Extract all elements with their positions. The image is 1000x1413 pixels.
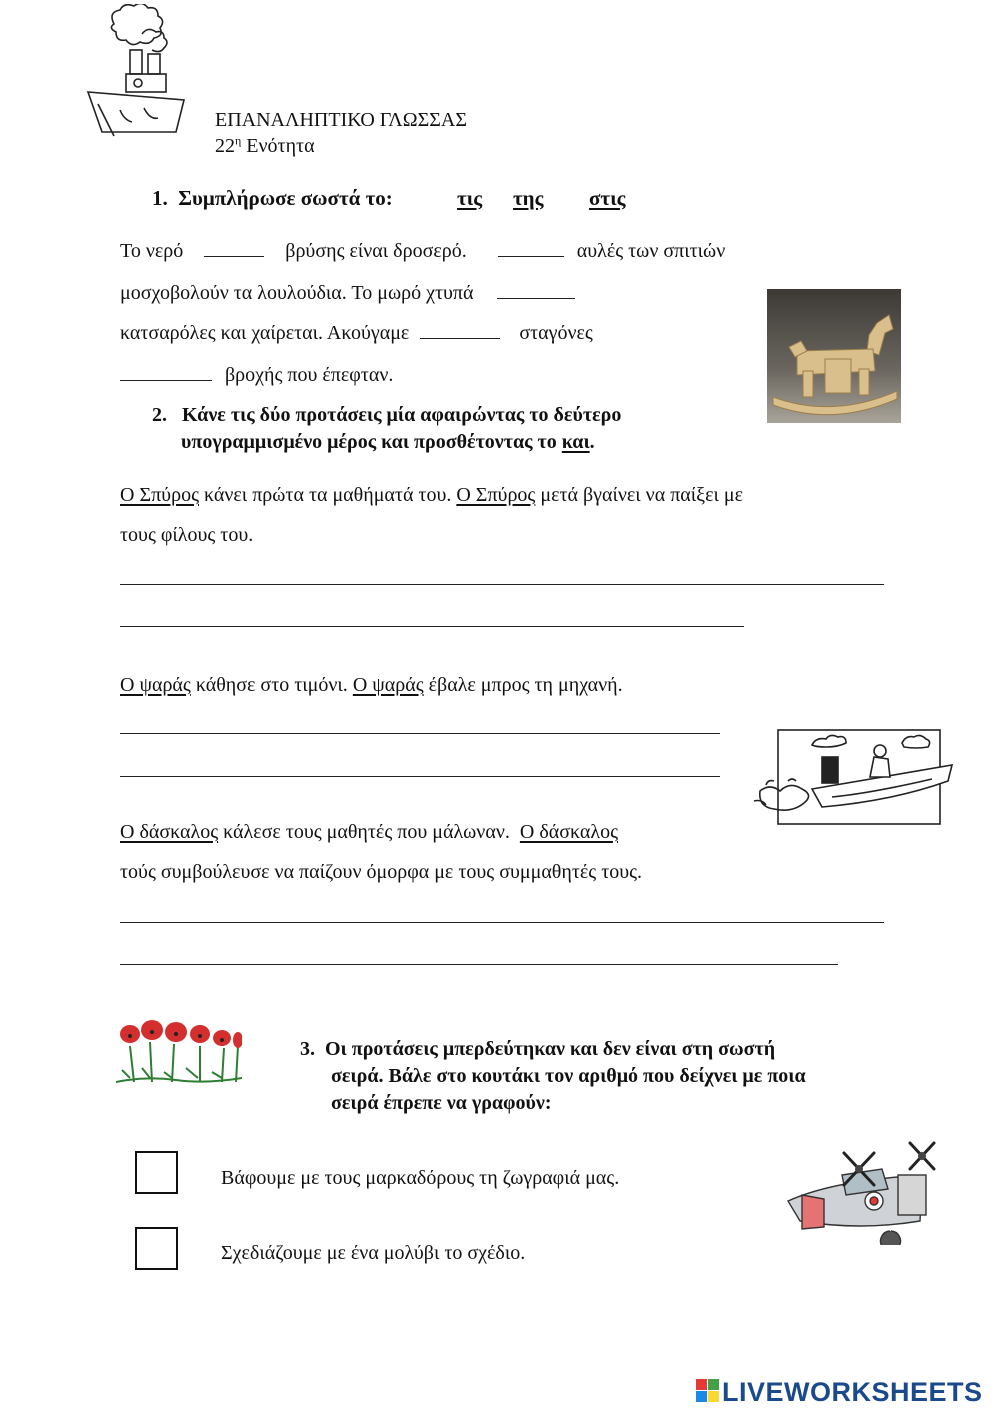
airplane-illustration — [782, 1135, 938, 1245]
worksheet-title: ΕΠΑΝΑΛΗΠΤΙΚΟ ΓΛΩΣΣΑΣ — [215, 109, 467, 131]
sentence1-text1: κάνει πρώτα τα μαθήματά του. — [198, 484, 457, 506]
exercise1-line3-part1: κατσαρόλες και χαίρεται. Ακούγαμε — [120, 322, 410, 344]
sentence1-text2: μετά βγαίνει να παίξει με — [535, 484, 743, 506]
exercise2-sentence3 — [120, 820, 618, 844]
exercise1-line3 — [120, 320, 593, 345]
answer-line-2a[interactable] — [120, 733, 720, 734]
logo-block-green — [708, 1379, 719, 1390]
speedboat-illustration — [752, 727, 964, 827]
logo-block-yellow — [708, 1391, 719, 1402]
exercise2-instruction-line1: Κάνε τις δύο προτάσεις μία αφαιρώντας το δεύτερο — [182, 404, 622, 426]
unit-label: Ενότητα — [246, 135, 315, 157]
sentence2-text2: έβαλε μπρος τη μηχανή. — [423, 674, 623, 696]
exercise3-heading-line1 — [300, 1037, 775, 1061]
answer-line-1a[interactable] — [120, 584, 884, 585]
exercise1-heading — [152, 186, 393, 210]
sentence3-text3: τούς συμβούλευσε να παίζουν όμορφα με τους συμμαθητές τους. — [120, 861, 643, 883]
logo-block-red — [696, 1379, 707, 1390]
order-box-1[interactable] — [135, 1151, 178, 1194]
option-tis-genitive: της — [513, 186, 544, 210]
liveworksheets-logo — [696, 1377, 983, 1408]
unit-label-row — [215, 134, 315, 158]
exercise2-instruction-line2: υπογραμμισμένο μέρος και προσθέτοντας το — [181, 431, 557, 453]
unit-number: 22 — [215, 135, 235, 157]
exercise1-line1 — [120, 238, 725, 263]
sentence1-text3: τους φίλους του. — [120, 524, 254, 546]
exercise2-heading-line1 — [152, 403, 621, 427]
sentence3-text1: κάλεσε τους μαθητές που μάλωναν. — [218, 821, 520, 843]
order-item-2: Σχεδιάζουμε με ένα μολύβι το σχέδιο. — [221, 1242, 526, 1264]
exercise1-line1-part1: Το νερό — [120, 240, 184, 262]
exercise2-sentence2 — [120, 673, 623, 697]
option-tis: τις — [457, 186, 483, 210]
sentence2-subject1: Ο ψαράς — [120, 674, 191, 696]
exercise1-line3-part2: σταγόνες — [519, 322, 593, 344]
exercise3-instruction-line1: Οι προτάσεις μπερδεύτηκαν και δεν είναι στη σωστή — [325, 1038, 776, 1060]
exercise2-sentence1 — [120, 483, 743, 507]
blank-input-4[interactable] — [420, 320, 500, 339]
option-stis: στις — [589, 186, 626, 210]
exercise1-line2-part1: μοσχοβολούν τα λουλούδια. Το μωρό χτυπά — [120, 282, 474, 304]
exercise1-line4 — [120, 362, 393, 387]
answer-line-3a[interactable] — [120, 922, 884, 923]
unit-superscript: η — [235, 133, 242, 148]
exercise1-line4-part1: βροχής που έπεφταν. — [225, 364, 394, 386]
sentence1-subject2: Ο Σπύρος — [456, 484, 536, 506]
logo-text: LIVEWORKSHEETS — [722, 1377, 983, 1407]
exercise3-instruction-line3: σειρά έπρεπε να γραφούν: — [331, 1092, 552, 1114]
rocking-horse-photo — [767, 289, 901, 423]
sentence2-text1: κάθησε στο τιμόνι. — [190, 674, 353, 696]
order-item-1: Βάφουμε με τους μαρκαδόρους τη ζωγραφιά μας. — [221, 1167, 620, 1189]
poppies-illustration — [116, 1016, 242, 1088]
blank-input-1[interactable] — [204, 238, 264, 257]
blank-input-2[interactable] — [498, 238, 564, 257]
exercise1-line1-part2: βρύσης είναι δροσερό. — [285, 240, 467, 262]
exercise1-line2 — [120, 280, 575, 305]
exercise2-instruction-end: . — [589, 431, 595, 453]
order-box-2[interactable] — [135, 1227, 178, 1270]
exercise1-line1-part3: αυλές των σπιτιών — [576, 240, 726, 262]
exercise3-instruction-line2: σειρά. Βάλε στο κουτάκι τον αριθμό που δείχνει με ποια — [331, 1065, 806, 1087]
blank-input-5[interactable] — [120, 362, 212, 381]
logo-blocks-icon — [696, 1379, 720, 1403]
sentence3-subject1: Ο δάσκαλος — [120, 821, 219, 843]
answer-line-3b[interactable] — [120, 964, 838, 965]
answer-line-2b[interactable] — [120, 776, 720, 777]
answer-line-1b[interactable] — [120, 626, 744, 627]
exercise2-number: 2. — [152, 404, 167, 426]
exercise3-number: 3. — [300, 1038, 315, 1060]
exercise2-keyword: και — [561, 431, 590, 453]
steamboat-illustration — [84, 4, 194, 140]
sentence2-subject2: Ο ψαράς — [352, 674, 424, 696]
exercise1-instruction: Συμπλήρωσε σωστά το: — [178, 186, 393, 210]
blank-input-3[interactable] — [497, 280, 575, 299]
exercise1-number: 1. — [152, 186, 168, 210]
sentence3-subject2: Ο δάσκαλος — [519, 821, 618, 843]
logo-block-blue — [696, 1391, 707, 1402]
sentence1-subject1: Ο Σπύρος — [120, 484, 199, 506]
exercise2-heading-line2 — [181, 430, 595, 454]
